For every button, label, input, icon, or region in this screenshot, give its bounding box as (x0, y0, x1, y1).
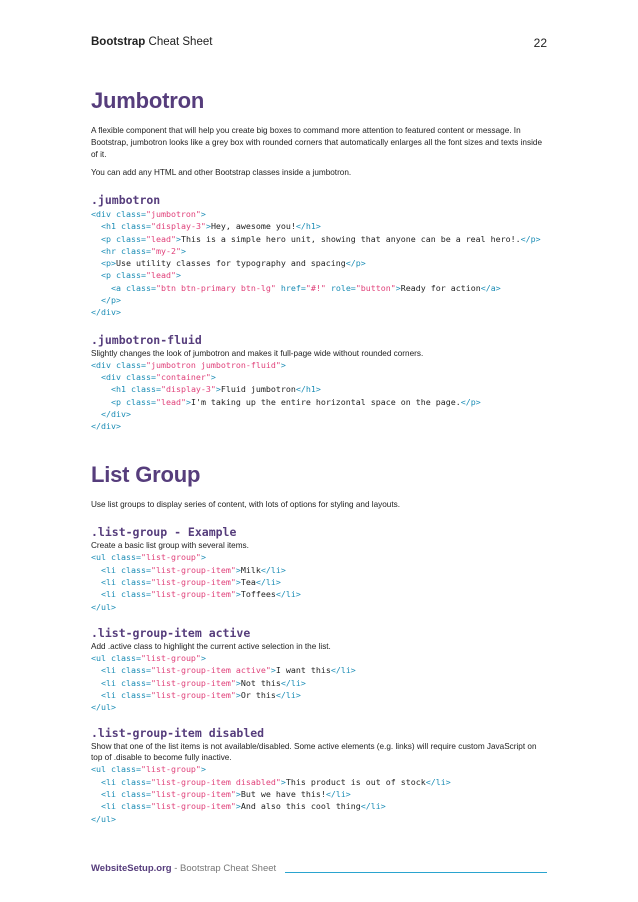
list-group-disabled-title: .list-group-item disabled (91, 726, 265, 741)
list-group-active-title: .list-group-item active (91, 625, 251, 640)
page-footer (91, 863, 547, 879)
footer-site: WebsiteSetup.org (91, 863, 172, 874)
code-text: Not this (240, 677, 281, 688)
list-group-disabled-desc: Show that one of the list items is not available/disabled. Some active elements (e.g. links) will require custom JavaScript on top of .disable to become fully inactive. (91, 742, 537, 763)
code-text: Hey, awesome you! (210, 221, 296, 232)
code-text: I'm taking up the entire horizontal space on the page. (190, 396, 461, 407)
list-group-active-code-block: <ul class="list-group"> <li class="list-group-item active">I want this</li> <li class="list-group-item">Not this</li> <li class="list-group-item">Or this</li> </ul> (91, 652, 356, 713)
jumbotron-code-block: <div class="jumbotron"> <h1 class="display-3">Hey, awesome you!</h1> <p class="lead">This is a simple hero unit, showing that anyone can be a real hero!.</p> <hr class="my-2"> <p>Use utility classes for typography and spacing</p> <p class="lead"> <a class="btn btn-primary btn-lg" href="#!" role="button">Ready for action</a> </p> </div> (91, 209, 541, 318)
jumbotron-fluid-title: .jumbotron-fluid (91, 332, 202, 347)
page-header (91, 36, 547, 54)
footer-title: - Bootstrap Cheat Sheet (171, 863, 277, 874)
code-text: Toffees (240, 589, 276, 600)
header-brand: Bootstrap (91, 36, 146, 48)
list-group-active-desc: Add .active class to highlight the current active selection in the list. (91, 641, 331, 651)
code-text: And also this cool thing (240, 801, 361, 812)
list-group-intro: Use list groups to display series of content, with lots of options for styling and layouts. (91, 500, 401, 510)
code-text: Milk (240, 564, 261, 575)
jumbotron-fluid-desc: Slightly changes the look of jumbotron and makes it full-page wide without rounded corners. (91, 348, 424, 358)
code-text: Ready for action (400, 282, 481, 293)
code-text: This is a simple hero unit, showing that anyone can be a real hero!. (180, 233, 521, 244)
code-text: I want this (275, 665, 331, 676)
list-group-heading: List Group (91, 462, 201, 488)
code-text: Fluid jumbotron (220, 384, 296, 395)
jumbotron-example-title: .jumbotron (91, 193, 161, 207)
jumbotron-intro: A flexible component that will help you create big boxes to command more attention to featured content or message. In Bootstrap, jumbotron looks like a grey box with rounded corners that automatically enlarges all the font sizes and texts inside of it. (91, 126, 543, 159)
jumbotron-fluid-code-block: <div class="jumbotron jumbotron-fluid"> <div class="container"> <h1 class="display-3">Fluid jumbotron</h1> <p class="lead">I'm taking up the entire horizontal space on the page.</p> </div> </div> (91, 359, 481, 432)
list-group-example-title: .list-group - Example (91, 525, 237, 540)
code-text: Tea (240, 577, 256, 588)
jumbotron-note: You can add any HTML and other Bootstrap classes inside a jumbotron. (91, 168, 352, 177)
list-group-example-desc: Create a basic list group with several items. (91, 541, 249, 551)
list-group-code-block: <ul class="list-group"> <li class="list-group-item">Milk</li> <li class="list-group-item">Tea</li> <li class="list-group-item">Toffees</li> </ul> (91, 552, 301, 612)
page-content (91, 80, 547, 825)
code-text: This product is out of stock (285, 776, 426, 787)
code-text: Use utility classes for typography and spacing (116, 258, 346, 269)
footer-divider (285, 872, 547, 873)
jumbotron-heading: Jumbotron (91, 88, 205, 113)
list-group-disabled-code-block: <ul class="list-group"> <li class="list-group-item disabled">This product is out of stock</li> <li class="list-group-item">But we have this!</li> <li class="list-group-item">And also this cool thing</li> </ul> (91, 764, 451, 824)
header-title: Cheat Sheet (145, 36, 213, 48)
page-number: 22 (533, 36, 547, 50)
code-text: But we have this! (240, 789, 326, 800)
code-text: Or this (240, 689, 276, 700)
